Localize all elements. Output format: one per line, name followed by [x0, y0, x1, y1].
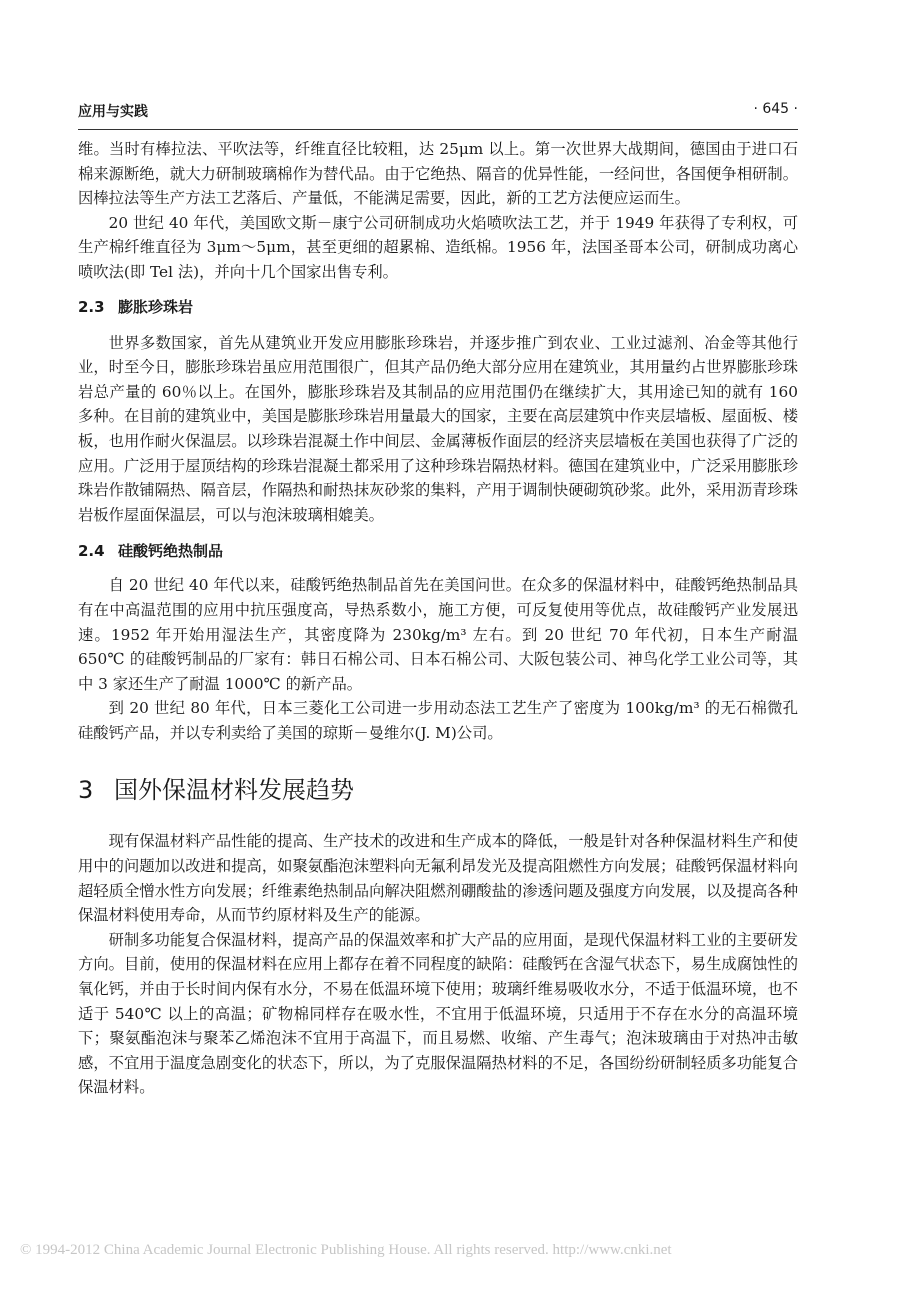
running-header	[78, 101, 798, 123]
section-heading-2-3	[78, 295, 798, 319]
section-number: 2.4	[78, 542, 105, 561]
article-body	[78, 137, 798, 1100]
page-number: · 645 ·	[753, 101, 798, 117]
paragraph-performance-improvement: 现有保温材料产品性能的提高、生产技术的改进和生产成本的降低，一般是针对各种保温材料生产和使用中的问题加以改进和提高，如聚氨酯泡沫塑料向无氟利昂发光及提高阻燃性方向发展；硅酸钙保温材料向超轻质全憎水性方向发展；纤维素绝热制品向解决阻燃剂硼酸盐的渗透问题及强度方向发展，以及提高各种保温材料使用寿命，从而节约原材料及生产的能源。	[78, 832, 798, 925]
paragraph-expanded-perlite: 世界多数国家，首先从建筑业开发应用膨胀珍珠岩，并逐步推广到农业、工业过滤剂、冶金等其他行业，时至今日，膨胀珍珠岩虽应用范围很广，但其产品仍绝大部分应用在建筑业，其用量约占世界膨胀珍珠岩总产量的 60％以上。在国外，膨胀珍珠岩及其制品的应用范围仍在继续扩大，其用途已知的就有 160 多种。在目前的建筑业中，美国是膨胀珍珠岩用量最大的国家，主要在高层建筑中作夹层墙板、屋面板、楼板，也用作耐火保温层。以珍珠岩混凝土作中间层、金属薄板作面层的经济夹层墙板在美国也获得了广泛的应用。广泛用于屋顶结构的珍珠岩混凝土都采用了这种珍珠岩隔热材料。德国在建筑业中，广泛采用膨胀珍珠岩作散铺隔热、隔音层，作隔热和耐热抹灰砂浆的集料，产用于调制快硬砌筑砂浆。此外，采用沥青珍珠岩板作屋面保温层，可以与泡沫玻璃相媲美。	[78, 333, 798, 524]
chapter-title: 国外保温材料发展趋势	[114, 776, 354, 805]
section-number: 2.3	[78, 297, 105, 316]
section-heading-2-4	[78, 539, 798, 563]
section-title: 硅酸钙绝热制品	[118, 542, 224, 561]
paragraph-flame-blowing: 20 世纪 40 年代，美国欧文斯－康宁公司研制成功火焰喷吹法工艺，并于 1949 年获得了专利权，可生产棉纤维直径为 3μm～5μm，甚至更细的超累棉、造纸棉。1956 年，法国圣哥本公司，研制成功离心喷吹法(即 Tel 法)，并向十几个国家出售专利。	[78, 213, 798, 281]
header-rule	[78, 129, 798, 130]
chapter-number: 3	[78, 776, 94, 805]
copyright-footer: © 1994-2012 China Academic Journal Electronic Publishing House. All rights reserved. http://www.cnki.net	[20, 1242, 672, 1258]
paragraph-composite-materials: 研制多功能复合保温材料，提高产品的保温效率和扩大产品的应用面，是现代保温材料工业的主要研发方向。目前，使用的保温材料在应用上都存在着不同程度的缺陷：硅酸钙在含湿气状态下，易生成腐蚀性的氧化钙，并由于长时间内保有水分，不易在低温环境下使用；玻璃纤维易吸收水分，不适于低温环境，也不适于 540℃ 以上的高温；矿物棉同样存在吸水性，不宜用于低温环境，只适用于不存在水分的高温环境下；聚氨酯泡沫与聚苯乙烯泡沫不宜用于高温下，而且易燃、收缩、产生毒气；泡沫玻璃由于对热冲击敏感，不宜用于温度急剧变化的状态下，所以，为了克服保温隔热材料的不足，各国纷纷研制轻质多功能复合保温材料。	[78, 930, 798, 1097]
paragraph-calcium-silicate: 自 20 世纪 40 年代以来，硅酸钙绝热制品首先在美国问世。在众多的保温材料中，硅酸钙绝热制品具有在中高温范围的应用中抗压强度高，导热系数小，施工方便，可反复使用等优点，故硅酸钙产业发展迅速。1952 年开始用湿法生产，其密度降为 230kg/m³ 左右。到 20 世纪 70 年代初，日本生产耐温 650℃ 的硅酸钙制品的厂家有：韩日石棉公司、日本石棉公司、大阪包装公司、神鸟化学工业公司等，其中 3 家还生产了耐温 1000℃ 的新产品。	[78, 576, 798, 693]
paragraph-asbestos-free: 到 20 世纪 80 年代，日本三菱化工公司进一步用动态法工艺生产了密度为 100kg/m³ 的无石棉微孔硅酸钙产品，并以专利卖给了美国的琼斯－曼维尔(J. M)公司。	[78, 699, 798, 742]
chapter-heading-3	[78, 775, 798, 805]
section-name: 应用与实践	[78, 104, 148, 120]
paragraph-glass-wool-history: 维。当时有棒拉法、平吹法等，纤维直径比较粗，达 25μm 以上。第一次世界大战期间，德国由于进口石棉来源断绝，就大力研制玻璃棉作为替代品。由于它绝热、隔音的优异性能，一经问世，各国便争相研制。因棒拉法等生产方法工艺落后、产量低，不能满足需要，因此，新的工艺方法便应运而生。	[78, 140, 798, 208]
section-title: 膨胀珍珠岩	[118, 297, 194, 316]
